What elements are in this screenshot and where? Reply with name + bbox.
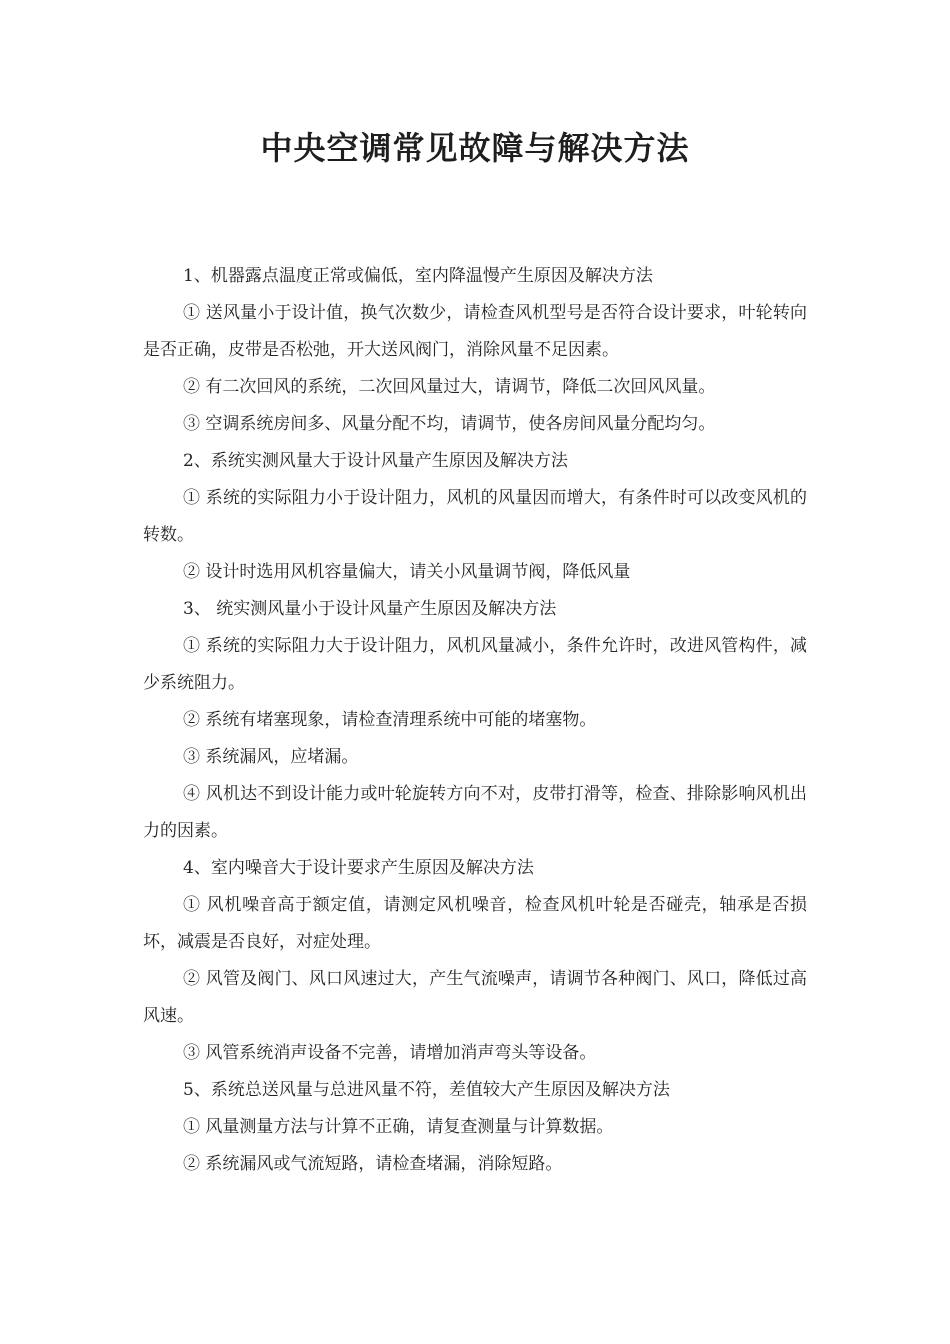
list-item: ② 系统漏风或气流短路，请检查堵漏，消除短路。 — [183, 1154, 563, 1174]
section-heading: 2、系统实测风量大于设计风量产生原因及解决方法 — [183, 451, 568, 471]
list-item: ② 风管及阀门、风口风速过大，产生气流噪声，请调节各种阀门、风口，降低过高风速。 — [143, 969, 807, 1026]
list-item: ① 风机噪音高于额定值，请测定风机噪音，检查风机叶轮是否碰壳，轴承是否损坏，减震是否良好，对症处理。 — [143, 895, 807, 952]
list-item: ③ 系统漏风，应堵漏。 — [183, 747, 359, 767]
list-item: ① 送风量小于设计值，换气次数少，请检查风机型号是否符合设计要求，叶轮转向是否正确，皮带是否松弛，开大送风阀门，消除风量不足因素。 — [143, 303, 807, 360]
document-body — [143, 258, 807, 1183]
list-item: ③ 空调系统房间多、风量分配不均，请调节，使各房间风量分配均匀。 — [183, 414, 716, 434]
section-heading: 5、系统总送风量与总进风量不符，差值较大产生原因及解决方法 — [183, 1080, 670, 1100]
list-item: ③ 风管系统消声设备不完善，请增加消声弯头等设备。 — [183, 1043, 597, 1063]
list-item: ① 风量测量方法与计算不正确，请复查测量与计算数据。 — [183, 1117, 614, 1137]
section-heading: 3、 统实测风量小于设计风量产生原因及解决方法 — [183, 599, 557, 619]
list-item: ① 系统的实际阻力小于设计阻力，风机的风量因而增大，有条件时可以改变风机的转数。 — [143, 488, 807, 545]
list-item: ① 系统的实际阻力大于设计阻力，风机风量减小，条件允许时，改进风管构件，减少系统阻力。 — [143, 636, 807, 693]
list-item: ② 有二次回风的系统，二次回风量过大，请调节，降低二次回风风量。 — [183, 377, 716, 397]
list-item: ④ 风机达不到设计能力或叶轮旋转方向不对，皮带打滑等，检查、排除影响风机出力的因素。 — [143, 784, 807, 841]
document-title: 中央空调常见故障与解决方法 — [260, 129, 690, 167]
list-item: ② 设计时选用风机容量偏大，请关小风量调节阀，降低风量 — [183, 562, 631, 582]
list-item: ② 系统有堵塞现象，请检查清理系统中可能的堵塞物。 — [183, 710, 597, 730]
section-heading: 1、机器露点温度正常或偏低，室内降温慢产生原因及解决方法 — [183, 266, 653, 286]
section-heading: 4、室内噪音大于设计要求产生原因及解决方法 — [183, 858, 534, 878]
